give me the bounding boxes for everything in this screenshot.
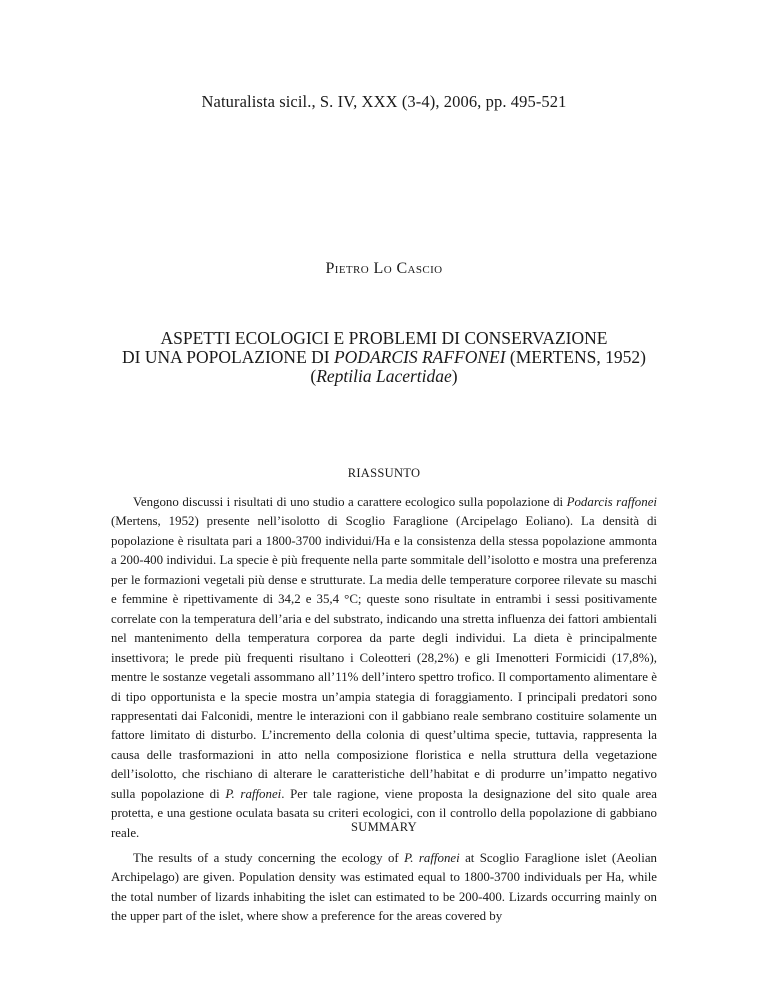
title-paren-open: (: [310, 366, 317, 386]
title-species-name: PODARCIS RAFFONEI: [333, 347, 506, 367]
author-name: Pietro Lo Cascio: [325, 260, 443, 277]
title-line-2-suffix: (MERTENS, 1952): [505, 347, 646, 367]
summary-paragraph: [111, 849, 657, 927]
summary-text-1: The results of a study concerning the ecology of: [133, 851, 405, 865]
title-line-2: [0, 348, 768, 367]
summary-heading: SUMMARY: [350, 820, 417, 834]
title-line-1: ASPETTI ECOLOGICI E PROBLEMI DI CONSERVAZIONE: [160, 328, 608, 348]
article-title: [0, 329, 768, 386]
riassunto-species-2: P. raffonei: [225, 786, 282, 801]
riassunto-body: [111, 493, 657, 843]
title-line-2-prefix: DI UNA POPOLAZIONE DI: [122, 347, 334, 367]
title-taxon: Reptilia Lacertidae: [316, 366, 452, 386]
journal-citation: Naturalista sicil., S. IV, XXX (3-4), 2006, pp. 495-521: [201, 92, 567, 111]
riassunto-text-1: Vengono discussi i risultati di uno studio a carattere ecologico sulla popolazione di: [133, 495, 567, 509]
riassunto-heading: RIASSUNTO: [347, 466, 421, 480]
riassunto-text-2: (Mertens, 1952) presente nell’isolotto di Scoglio Faraglione (Arcipelago Eoliano). La densità di popolazione è risultata pari a 1800-3700 individui/Ha e la consistenza della stessa popolazione ammonta a 200-400 individui. La specie è più frequente nella parte sommitale dell’isolotto e mostra una preferenza per le formazioni vegetali più dense e strutturate. La media delle temperature corporee rilevate su maschi e femmine è ripettivamente di 34,2 e 35,4 °C; queste sono risultate in entrambi i sessi positivamente correlate con la temperatura dell’aria e del substrato, indicando una stretta influenza dei fattori ambientali nel mantenimento della temperatura corporea da parte degli individui. La dieta è principalmente insettivora; le prede più frequenti risultano i Coleotteri (28,2%) e gli Imenotteri Formicidi (17,8%), mentre le sostanze vegetali assommano all’11% dell’intero spettro trofico. Il comportamento alimentare è di tipo opportunista e la specie mostra un’ampia stategia di foraggiamento. I principali predatori sono rappresentati dai Falconidi, mentre le interazioni con il gabbiano reale sembrano costituire solamente un fattore limitato di disturbo. L’incremento della colonia di quest’ultima specie, tuttavia, rappresenta la causa delle trasformazioni in atto nella composizione floristica e nella struttura della vegetazione dell’isolotto, che rischiano di alterare le caratteristiche dell’habitat e di produrre un’impatto negativo sulla popolazione di: [111, 514, 657, 801]
riassunto-text-3: . Per tale ragione, viene proposta la designazione del sito quale area protetta, e una gestione oculata basata su criteri ecologici, con il controllo della popolazione di gabbiano reale.: [111, 786, 657, 840]
summary-text-2: at Scoglio Faraglione islet (Aeolian Archipelago) are given. Population density was estimated equal to 1800-3700 individuals per Ha, while the total number of lizards inhabiting the islet can estimated to be 200-400. Lizards occurring mainly on the upper part of the islet, where show a preference for the areas covered by: [111, 851, 657, 924]
title-paren-close: ): [451, 366, 458, 386]
summary-body: [111, 849, 657, 927]
title-line-3: [0, 367, 768, 386]
riassunto-species-1: Podarcis raffonei: [566, 495, 657, 509]
riassunto-paragraph: [111, 493, 657, 843]
summary-species-1: P. raffonei: [404, 851, 460, 865]
